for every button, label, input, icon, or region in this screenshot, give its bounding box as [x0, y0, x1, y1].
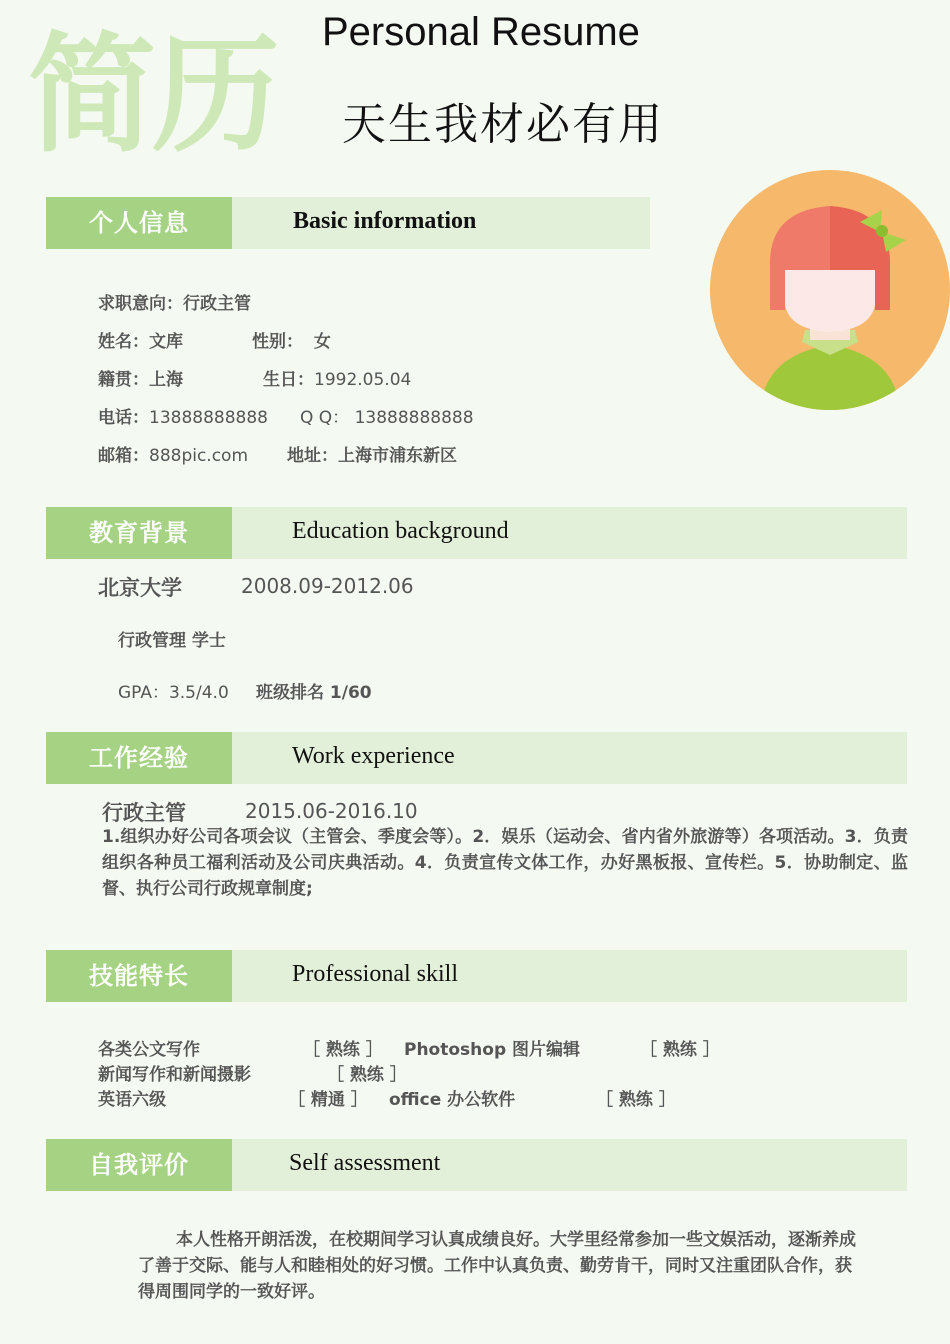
qq-field: Q Q： 13888888888 — [300, 408, 474, 428]
school-name: 北京大学 — [98, 576, 182, 600]
section-basic-info-en: Basic information — [293, 208, 477, 234]
work-period: 2015.06-2016.10 — [245, 799, 418, 823]
phone-field: 电话：13888888888 — [98, 408, 268, 428]
section-education-cn: 教育背景 — [46, 507, 232, 559]
section-basic-info-cn: 个人信息 — [46, 197, 232, 249]
skill-level: ［ 熟练 ］ — [640, 1040, 720, 1060]
gender-field: 性别： 女 — [252, 332, 331, 352]
section-skills-cn: 技能特长 — [46, 950, 232, 1002]
section-self-assessment-en: Self assessment — [289, 1150, 441, 1176]
resume-watermark-title: 简历 — [28, 21, 277, 170]
gpa: GPA：3.5/4.0 — [118, 683, 229, 703]
section-work — [46, 732, 907, 784]
skill-level: ［ 精通 ］ — [288, 1090, 368, 1110]
education-period: 2008.09-2012.06 — [241, 574, 414, 598]
skill-item: Photoshop 图片编辑 — [404, 1040, 581, 1060]
class-rank: 班级排名 1/60 — [256, 683, 372, 703]
self-assessment-text: 本人性格开朗活泼，在校期间学习认真成绩良好。大学里经常参加一些文娱活动，逐渐养成了善于交际、能与人和睦相处的好习惯。工作中认真负责、勤劳肯干，同时又注重团队合作，获得周围同学的一致好评。 — [138, 1230, 856, 1302]
address-field: 地址：上海市浦东新区 — [287, 446, 457, 466]
skill-item: office 办公软件 — [389, 1090, 516, 1110]
work-title: 行政主管 — [102, 801, 186, 825]
section-work-en: Work experience — [292, 743, 455, 769]
section-education — [46, 507, 907, 559]
section-self-assessment-cn: 自我评价 — [46, 1139, 232, 1191]
section-self-assessment — [46, 1139, 907, 1191]
skill-level: ［ 熟练 ］ — [303, 1040, 383, 1060]
skill-item: 英语六级 — [98, 1090, 166, 1110]
skill-level: ［ 熟练 ］ — [327, 1065, 407, 1085]
job-intention: 求职意向：行政主管 — [98, 294, 251, 314]
page-title: Personal Resume — [322, 10, 640, 54]
skill-item: 各类公文写作 — [98, 1040, 200, 1060]
email-field: 邮箱：888pic.com — [98, 446, 249, 466]
section-skills — [46, 950, 907, 1002]
section-work-cn: 工作经验 — [46, 732, 232, 784]
birth-field: 生日：1992.05.04 — [263, 370, 412, 390]
section-basic-info — [46, 197, 650, 249]
section-education-en: Education background — [292, 518, 509, 544]
origin-field: 籍贯：上海 — [98, 370, 183, 390]
skill-level: ［ 熟练 ］ — [596, 1090, 676, 1110]
slogan: 天生我材必有用 — [342, 99, 664, 150]
section-skills-en: Professional skill — [292, 961, 458, 987]
skill-item: 新闻写作和新闻摄影 — [98, 1065, 251, 1085]
major-degree: 行政管理 学士 — [118, 631, 226, 651]
name-field: 姓名：文库 — [98, 332, 183, 352]
girl-avatar-icon — [710, 170, 950, 410]
work-description: 1.组织办好公司各项会议（主管会、季度会等）。2．娱乐（运动会、省内省外旅游等）各项活动。3．负责组织各种员工福利活动及公司庆典活动。4．负责宣传文体工作，办好黑板报、宣传栏。5．协助制定、监督、执行公司行政规章制度; — [102, 827, 908, 899]
